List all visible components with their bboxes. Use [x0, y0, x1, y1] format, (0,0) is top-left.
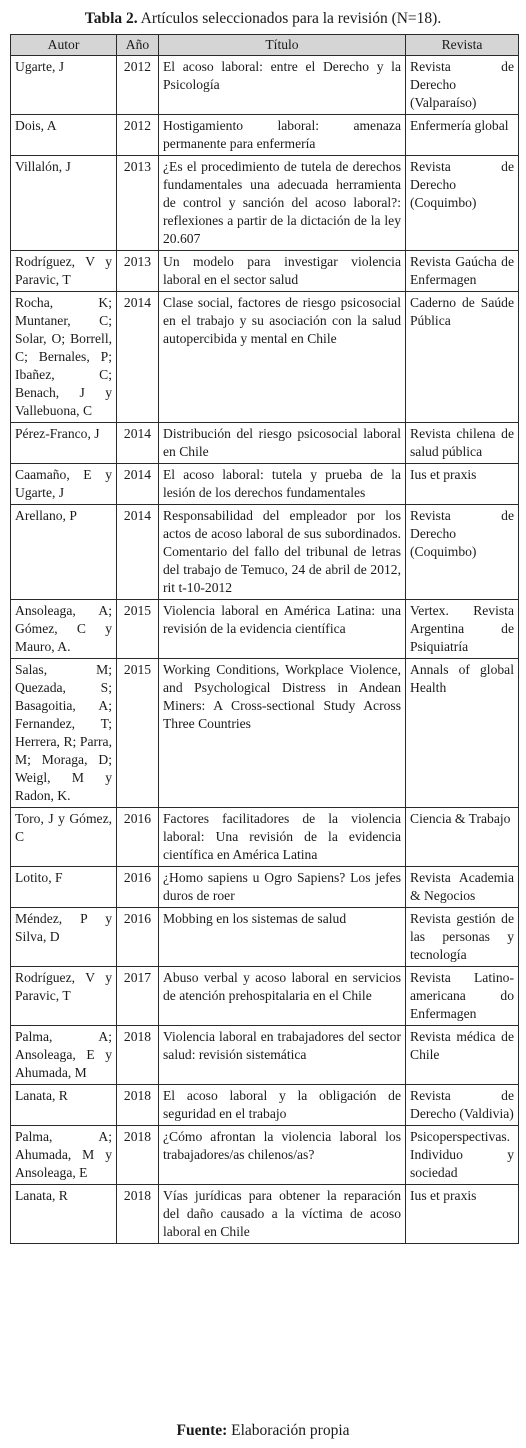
cell-revista: Annals of global Health — [406, 659, 519, 808]
cell-revista: Revista médica de Chile — [406, 1026, 519, 1085]
table-row — [11, 292, 519, 423]
cell-anio: 2016 — [117, 808, 159, 867]
cell-anio: 2012 — [117, 115, 159, 156]
cell-titulo: Violencia laboral en América Latina: una revisión de la evidencia científica — [159, 600, 406, 659]
cell-autor: Lotito, F — [11, 867, 117, 908]
cell-anio: 2018 — [117, 1185, 159, 1244]
table-row — [11, 600, 519, 659]
table-row — [11, 967, 519, 1026]
cell-anio: 2016 — [117, 867, 159, 908]
cell-anio: 2015 — [117, 600, 159, 659]
cell-autor: Palma, A; Ansoleaga, E y Ahumada, M — [11, 1026, 117, 1085]
cell-anio: 2016 — [117, 908, 159, 967]
cell-titulo: Factores facilitadores de la violencia laboral: Una revisión de la evidencia científica en América Latina — [159, 808, 406, 867]
table-row — [11, 423, 519, 464]
table-row — [11, 808, 519, 867]
cell-revista: Revista Academia & Negocios — [406, 867, 519, 908]
table-row — [11, 659, 519, 808]
cell-anio: 2014 — [117, 505, 159, 600]
table-body — [11, 56, 519, 1244]
cell-autor: Dois, A — [11, 115, 117, 156]
cell-autor: Rodríguez, V y Paravic, T — [11, 251, 117, 292]
cell-titulo: Violencia laboral en trabajadores del sector salud: revisión sistemática — [159, 1026, 406, 1085]
cell-revista: Vertex. Revista Argentina de Psiquiatría — [406, 600, 519, 659]
cell-anio: 2013 — [117, 251, 159, 292]
cell-titulo: ¿Homo sapiens u Ogro Sapiens? Los jefes duros de roer — [159, 867, 406, 908]
cell-revista: Revista de Derecho (Valdivia) — [406, 1085, 519, 1126]
cell-anio: 2014 — [117, 423, 159, 464]
cell-titulo: Working Conditions, Workplace Violence, and Psychological Distress in Andean Miners: A Cross-sectional Study Across Three Countries — [159, 659, 406, 808]
cell-titulo: Vías jurídicas para obtener la reparación del daño causado a la víctima de acoso laboral en Chile — [159, 1185, 406, 1244]
cell-autor: Lanata, R — [11, 1085, 117, 1126]
cell-autor: Ugarte, J — [11, 56, 117, 115]
cell-titulo: Abuso verbal y acoso laboral en servicios de atención prehospitalaria en el Chile — [159, 967, 406, 1026]
cell-anio: 2014 — [117, 464, 159, 505]
cell-anio: 2013 — [117, 156, 159, 251]
table-row — [11, 1126, 519, 1185]
table-row — [11, 1085, 519, 1126]
cell-autor: Rocha, K; Muntaner, C; Solar, O; Borrell, C; Bernales, P; Ibañez, C; Benach, J y Vallebuona, C — [11, 292, 117, 423]
cell-revista: Ciencia & Trabajo — [406, 808, 519, 867]
table-row — [11, 464, 519, 505]
cell-titulo: Clase social, factores de riesgo psicosocial en el trabajo y su asociación con la salud autopercibida y mental en Chile — [159, 292, 406, 423]
cell-autor: Arellano, P — [11, 505, 117, 600]
header-revista: Revista — [406, 35, 519, 56]
table-row — [11, 251, 519, 292]
cell-autor: Pérez-Franco, J — [11, 423, 117, 464]
cell-revista: Enfermería global — [406, 115, 519, 156]
cell-revista: Ius et praxis — [406, 1185, 519, 1244]
cell-titulo: Distribución del riesgo psicosocial laboral en Chile — [159, 423, 406, 464]
cell-autor: Caamaño, E y Ugarte, J — [11, 464, 117, 505]
table-row — [11, 156, 519, 251]
cell-autor: Lanata, R — [11, 1185, 117, 1244]
table-row — [11, 908, 519, 967]
table-row — [11, 505, 519, 600]
cell-revista: Revista gestión de las personas y tecnología — [406, 908, 519, 967]
header-anio: Año — [117, 35, 159, 56]
header-titulo: Título — [159, 35, 406, 56]
table-source-note — [0, 1420, 526, 1442]
cell-titulo: El acoso laboral: entre el Derecho y la Psicología — [159, 56, 406, 115]
cell-autor: Villalón, J — [11, 156, 117, 251]
cell-anio: 2015 — [117, 659, 159, 808]
cell-titulo: Mobbing en los sistemas de salud — [159, 908, 406, 967]
cell-autor: Palma, A; Ahumada, M y Ansoleaga, E — [11, 1126, 117, 1185]
cell-titulo: Responsabilidad del empleador por los actos de acoso laboral de sus subordinados. Comentario del fallo del tribunal de letras del trabajo de Temuco, 24 de abril de 2012, rit t-10-2012 — [159, 505, 406, 600]
cell-revista: Ius et praxis — [406, 464, 519, 505]
cell-revista: Caderno de Saúde Pública — [406, 292, 519, 423]
cell-anio: 2012 — [117, 56, 159, 115]
cell-titulo: Hostigamiento laboral: amenaza permanente para enfermería — [159, 115, 406, 156]
articles-table — [10, 34, 519, 1244]
table-row — [11, 56, 519, 115]
cell-revista: Revista chilena de salud pública — [406, 423, 519, 464]
cell-anio: 2014 — [117, 292, 159, 423]
table-caption — [0, 8, 526, 30]
cell-titulo: El acoso laboral y la obligación de seguridad en el trabajo — [159, 1085, 406, 1126]
table-caption-text: Artículos seleccionados para la revisión (N=18). — [137, 10, 442, 27]
cell-autor: Salas, M; Quezada, S; Basagoitia, A; Fernandez, T; Herrera, R; Parra, M; Moraga, D; Weigl, M y Radon, K. — [11, 659, 117, 808]
cell-anio: 2017 — [117, 967, 159, 1026]
cell-revista: Revista de Derecho (Coquimbo) — [406, 156, 519, 251]
cell-revista: Revista de Derecho (Coquimbo) — [406, 505, 519, 600]
cell-anio: 2018 — [117, 1126, 159, 1185]
table-caption-label: Tabla 2. — [84, 10, 138, 27]
cell-autor: Ansoleaga, A; Gómez, C y Mauro, A. — [11, 600, 117, 659]
source-label: Fuente: — [176, 1422, 228, 1439]
cell-titulo: ¿Es el procedimiento de tutela de derechos fundamentales una adecuada herramienta de control y sanción del acoso laboral?: reflexiones a partir de la dictación de la ley 20.607 — [159, 156, 406, 251]
cell-autor: Toro, J y Gómez, C — [11, 808, 117, 867]
cell-revista: Revista Latino-americana do Enfermagen — [406, 967, 519, 1026]
table-row — [11, 1026, 519, 1085]
header-autor: Autor — [11, 35, 117, 56]
cell-revista: Psicoperspectivas. Individuo y sociedad — [406, 1126, 519, 1185]
cell-anio: 2018 — [117, 1026, 159, 1085]
cell-autor: Rodríguez, V y Paravic, T — [11, 967, 117, 1026]
cell-titulo: Un modelo para investigar violencia laboral en el sector salud — [159, 251, 406, 292]
table-row — [11, 115, 519, 156]
cell-anio: 2018 — [117, 1085, 159, 1126]
source-text: Elaboración propia — [227, 1422, 350, 1439]
cell-revista: Revista de Derecho (Valparaíso) — [406, 56, 519, 115]
table-row — [11, 867, 519, 908]
cell-titulo: ¿Cómo afrontan la violencia laboral los trabajadores/as chilenos/as? — [159, 1126, 406, 1185]
cell-revista: Revista Gaúcha de Enfermagen — [406, 251, 519, 292]
cell-titulo: El acoso laboral: tutela y prueba de la lesión de los derechos fundamentales — [159, 464, 406, 505]
cell-autor: Méndez, P y Silva, D — [11, 908, 117, 967]
table-row — [11, 1185, 519, 1244]
table-header-row — [11, 35, 519, 56]
